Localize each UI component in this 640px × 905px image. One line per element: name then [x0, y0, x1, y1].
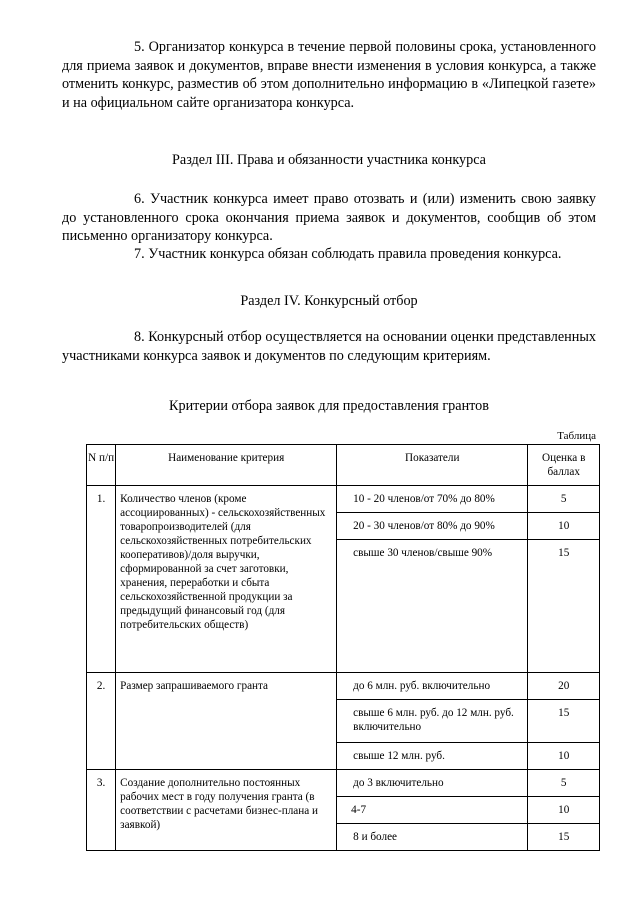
row-num: 3. [87, 770, 116, 851]
row-score: 5 [528, 486, 600, 513]
section-4-heading: Раздел IV. Конкурсный отбор [240, 293, 418, 309]
row-criterion: Размер запрашиваемого гранта [116, 673, 337, 770]
table-title: Критерии отбора заявок для предоставления грантов [169, 398, 489, 414]
row-indicator: до 3 включительно [337, 770, 528, 797]
header-criterion: Наименование критерия [116, 445, 337, 486]
header-indicators: Показатели [337, 445, 528, 486]
header-num: N п/п [87, 445, 116, 486]
table-header-row [87, 445, 600, 486]
row-num: 1. [87, 486, 116, 673]
criteria-table [86, 444, 600, 851]
table-row [87, 673, 600, 700]
paragraph-6: 6. Участник конкурса имеет право отозвать и (или) изменить свою заявку до установленного срока окончания приема заявок и документов, сообщив об этом письменно организатору конкурса. [62, 191, 596, 245]
row-criterion: Создание дополнительно постоянных рабочих мест в году получения гранта (в соответствии с расчетами бизнес-плана и заявкой) [116, 770, 337, 851]
row-indicator: свыше 30 членов/свыше 90% [337, 540, 528, 673]
row-score: 10 [528, 743, 600, 770]
table-row [87, 486, 600, 513]
row-score: 20 [528, 673, 600, 700]
row-score: 15 [528, 824, 600, 851]
row-indicator: 20 - 30 членов/от 80% до 90% [337, 513, 528, 540]
table-note: Таблица [557, 430, 596, 442]
row-indicator: до 6 млн. руб. включительно [337, 673, 528, 700]
row-indicator: 4-7 [337, 797, 528, 824]
paragraph-5: 5. Организатор конкурса в течение первой половины срока, установленного для приема заявок и документов, вправе внести изменения в условия конкурса, а также отменить конкурс, разместив об этом дополнительно информацию в «Липецкой газете» и на официальном сайте организатора конкурса. [62, 39, 596, 111]
paragraph-8: 8. Конкурсный отбор осуществляется на основании оценки представленных участниками конкурса заявок и документов по следующим критериям. [62, 329, 596, 364]
header-score: Оценка в баллах [528, 445, 600, 486]
row-criterion: Количество членов (кроме ассоциированных) - сельскохозяйственных товаропроизводителей (для сельскохозяйственных потребительских кооперативов)/доля выручки, сформированной за счет заготовки, хранения, переработки и сбыта сельскохозяйственной продукции за предыдущий финансовый год (для потребительских обществ) [116, 486, 337, 673]
row-indicator: свыше 6 млн. руб. до 12 млн. руб. включительно [337, 700, 528, 743]
row-score: 10 [528, 797, 600, 824]
row-indicator: 8 и более [337, 824, 528, 851]
row-score: 15 [528, 700, 600, 743]
row-score: 10 [528, 513, 600, 540]
row-score: 15 [528, 540, 600, 673]
row-num: 2. [87, 673, 116, 770]
row-indicator: 10 - 20 членов/от 70% до 80% [337, 486, 528, 513]
row-indicator: свыше 12 млн. руб. [337, 743, 528, 770]
row-score: 5 [528, 770, 600, 797]
paragraph-7: 7. Участник конкурса обязан соблюдать правила проведения конкурса. [134, 246, 562, 262]
table-row [87, 770, 600, 797]
section-3-heading: Раздел III. Права и обязанности участника конкурса [172, 152, 486, 168]
